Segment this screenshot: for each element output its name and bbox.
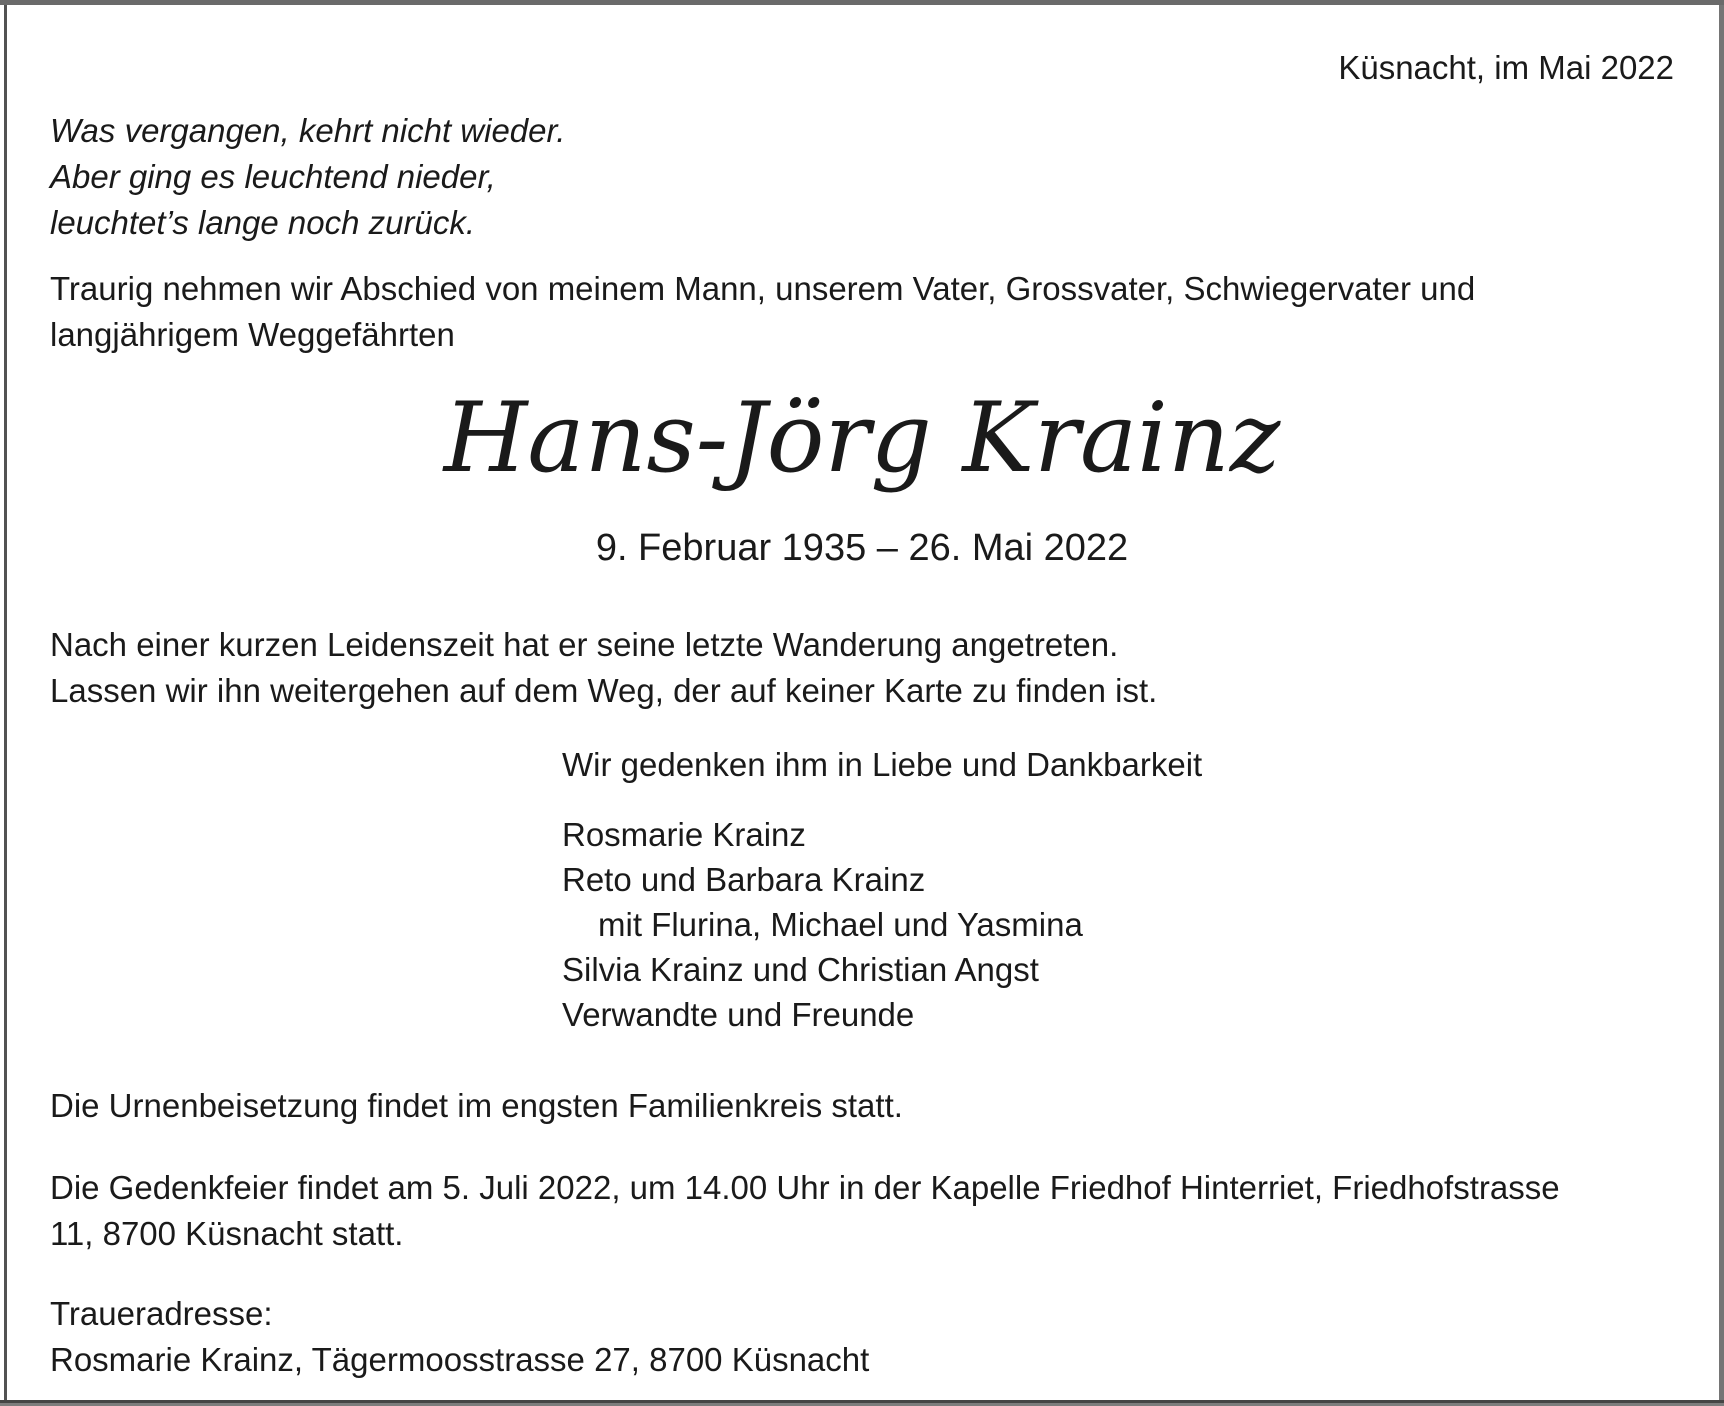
address-block — [50, 1291, 1674, 1383]
poem-line: Aber ging es leuchtend nieder, — [50, 158, 496, 195]
intro-paragraph — [50, 266, 1674, 358]
mourner-name: Silvia Krainz und Christian Angst — [562, 951, 1039, 988]
remembrance-line: Wir gedenken ihm in Liebe und Dankbarkeit — [562, 746, 1203, 783]
memorial-line: 11, 8700 Küsnacht statt. — [50, 1215, 404, 1252]
memorial-note — [50, 1165, 1674, 1257]
farewell-line: Nach einer kurzen Leidenszeit hat er seine letzte Wanderung angetreten. — [50, 626, 1119, 663]
mourner-name: Rosmarie Krainz — [562, 816, 806, 853]
life-dates: 9. Februar 1935 – 26. Mai 2022 — [595, 527, 1129, 569]
memorial-line: Die Gedenkfeier findet am 5. Juli 2022, um 14.00 Uhr in der Kapelle Friedhof Hinterriet, Friedhofstrasse — [50, 1169, 1560, 1206]
poem-line: leuchtet’s lange noch zurück. — [50, 204, 475, 241]
mourner-name: Verwandte und Freunde — [562, 996, 915, 1033]
poem-line: Was vergangen, kehrt nicht wieder. — [50, 112, 566, 149]
intro-line: langjährigem Weggefährten — [50, 316, 455, 353]
poem — [50, 108, 1674, 246]
mourning-address: Rosmarie Krainz, Tägermoosstrasse 27, 8700 Küsnacht — [50, 1341, 870, 1378]
burial-note: Die Urnenbeisetzung findet im engsten Familienkreis statt. — [50, 1087, 903, 1124]
dateline: Küsnacht, im Mai 2022 — [1338, 49, 1674, 86]
obituary-page — [7, 5, 1719, 1400]
mourning-address-label: Traueradresse: — [50, 1295, 273, 1332]
mourner-name: mit Flurina, Michael und Yasmina — [598, 906, 1083, 943]
mourner-name: Reto und Barbara Krainz — [562, 861, 926, 898]
deceased-name: Hans-Jörg Krainz — [443, 382, 1281, 494]
farewell-line: Lassen wir ihn weitergehen auf dem Weg, der auf keiner Karte zu finden ist. — [50, 672, 1158, 709]
frame-right — [1719, 5, 1724, 1400]
mourners-list — [562, 812, 1674, 1037]
intro-line: Traurig nehmen wir Abschied von meinem Mann, unserem Vater, Grossvater, Schwiegervater und — [50, 270, 1476, 307]
farewell-paragraph — [50, 622, 1674, 714]
